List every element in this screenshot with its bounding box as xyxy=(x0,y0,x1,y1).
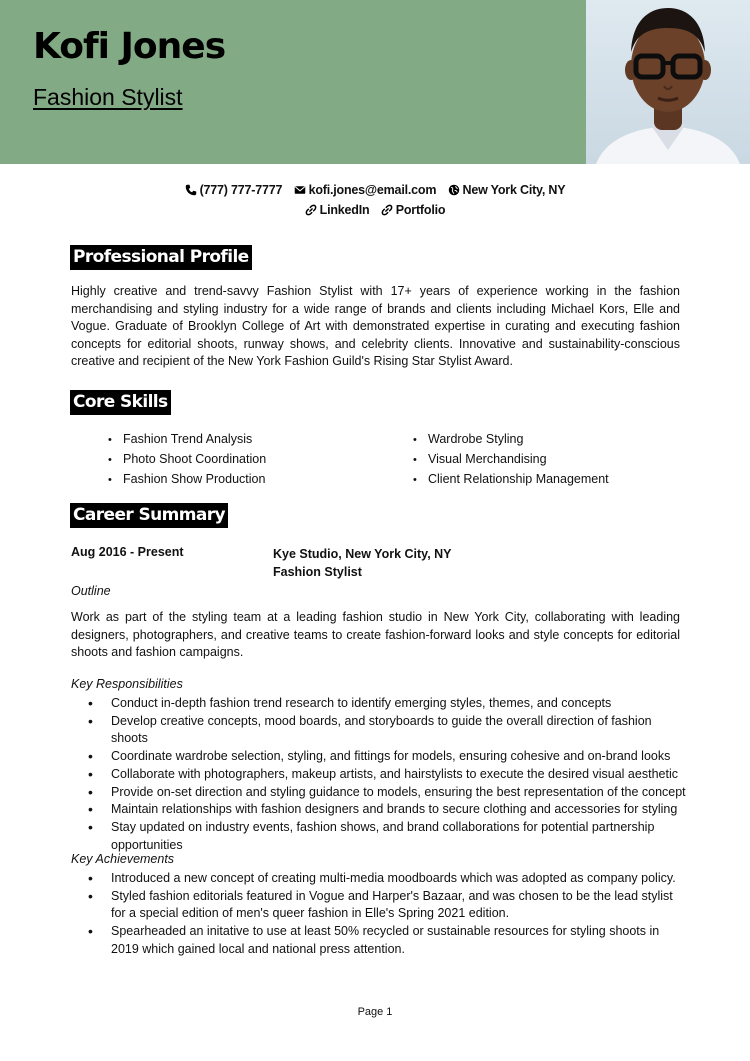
list-item: • Provide on-set direction and styling guidance to models, ensuring the best representation of the concept xyxy=(88,784,688,802)
portrait-illustration xyxy=(586,0,750,164)
contact-location xyxy=(448,183,566,197)
section-heading-skills: Core Skills xyxy=(70,390,171,415)
list-item: • Maintain relationships with fashion designers and brands to secure clothing and accessories for styling xyxy=(88,801,688,819)
list-item: • Collaborate with photographers, makeup artists, and hairstylists to execute the desired visual aesthetic xyxy=(88,766,688,784)
skills-column-left xyxy=(108,430,266,490)
skill-item: • Wardrobe Styling xyxy=(413,430,609,450)
email-text: kofi.jones@email.com xyxy=(308,183,437,197)
link-icon xyxy=(381,204,393,216)
achievements-label: Key Achievements xyxy=(71,852,175,866)
phone-text: (777) 777-7777 xyxy=(199,183,283,197)
skill-item: • Photo Shoot Coordination xyxy=(108,450,266,470)
list-item: • Spearheaded an initative to use at least 50% recycled or sustainable resources for styling shoots in 2019 which gained local and national press attention. xyxy=(88,923,688,958)
globe-icon xyxy=(448,184,460,196)
phone-icon xyxy=(185,184,197,196)
contact-row-links xyxy=(0,203,750,217)
link-icon xyxy=(305,204,317,216)
responsibilities-list xyxy=(88,695,688,854)
job-title: Fashion Stylist xyxy=(33,84,183,110)
portfolio-link[interactable] xyxy=(381,203,446,217)
outline-text: Work as part of the styling team at a leading fashion studio in New York City, collaborating with leading designers, photographers, and creative teams to create fashion-forward looks and style concepts for editorial shoots and fashion campaigns. xyxy=(71,610,680,659)
job-employer xyxy=(273,545,452,581)
linkedin-link[interactable] xyxy=(305,203,370,217)
profile-text: Highly creative and trend-savvy Fashion Stylist with 17+ years of experience working in the fashion merchandising and styling industry for a wide range of brands and clients including Michael Kors, Elle and Vogue. Graduate of Brooklyn College of Art with demonstrated expertise in curating and executing fashion concepts for editorial shoots, runway shows, and celebrity clients. Innovative and sustainability-conscious creative and recipient of the New York Fashion Guild's Rising Star Stylist Award. xyxy=(71,284,680,368)
job-date: Aug 2016 - Present xyxy=(71,545,184,559)
contact-email[interactable] xyxy=(294,183,437,197)
outline-label: Outline xyxy=(71,584,111,598)
contact-row-primary xyxy=(0,183,750,197)
list-item: • Conduct in-depth fashion trend research to identify emerging styles, themes, and concepts xyxy=(88,695,688,713)
achievements-list xyxy=(88,870,688,959)
company-name: Kye Studio, New York City, NY xyxy=(273,547,452,561)
envelope-icon xyxy=(294,184,306,196)
section-heading-career: Career Summary xyxy=(70,503,228,528)
skill-item: • Visual Merchandising xyxy=(413,450,609,470)
location-text: New York City, NY xyxy=(462,183,566,197)
portfolio-text: Portfolio xyxy=(395,203,446,217)
list-item: • Develop creative concepts, mood boards, and storyboards to guide the overall direction of fashion shoots xyxy=(88,713,688,748)
contact-phone xyxy=(185,183,283,197)
skill-item: • Fashion Trend Analysis xyxy=(108,430,266,450)
skills-column-right xyxy=(413,430,609,490)
profile-photo xyxy=(586,0,750,164)
skill-item: • Client Relationship Management xyxy=(413,470,609,490)
role-title: Fashion Stylist xyxy=(273,565,362,579)
list-item: • Stay updated on industry events, fashion shows, and brand collaborations for potential partnership opportunities xyxy=(88,819,688,854)
responsibilities-label: Key Responsibilities xyxy=(71,677,183,691)
linkedin-text: LinkedIn xyxy=(319,203,370,217)
list-item: • Introduced a new concept of creating multi-media moodboards which was adopted as company policy. xyxy=(88,870,688,888)
list-item: • Styled fashion editorials featured in Vogue and Harper's Bazaar, and was chosen to be the lead stylist for a special edition of men's queer fashion in Elle's Spring 2021 edition. xyxy=(88,888,688,923)
skill-item: • Fashion Show Production xyxy=(108,470,266,490)
candidate-name: Kofi Jones xyxy=(33,26,226,67)
page-number: Page 1 xyxy=(357,1006,393,1018)
list-item: • Coordinate wardrobe selection, styling, and fittings for models, ensuring cohesive and on-brand looks xyxy=(88,748,688,766)
section-heading-profile: Professional Profile xyxy=(70,245,252,270)
